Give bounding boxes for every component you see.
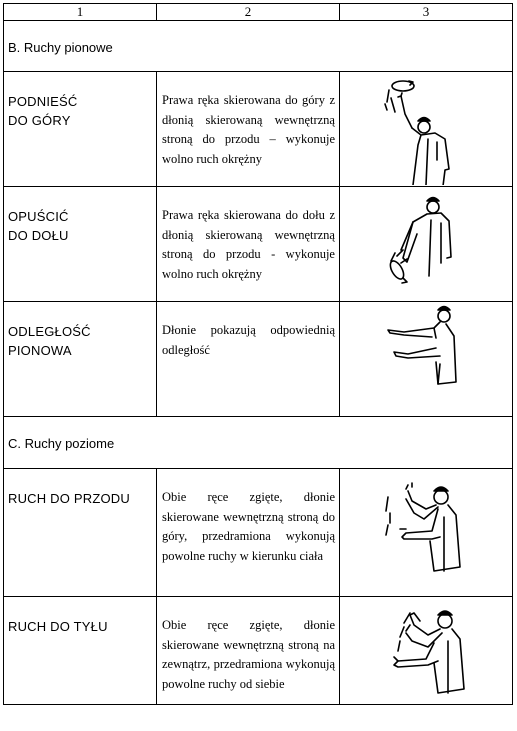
signal-raise-up-figure-icon bbox=[381, 72, 471, 185]
signal-description-cell bbox=[157, 187, 340, 302]
signal-picture-cell bbox=[340, 469, 513, 597]
table-row bbox=[4, 597, 513, 705]
signal-name-line2: PIONOWA bbox=[8, 343, 72, 358]
signal-name-cell bbox=[4, 187, 157, 302]
table-row bbox=[4, 72, 513, 187]
signal-description: Obie ręce zgięte, dłonie skierowane wewnętrzną stroną do góry, przedramiona wykonują powolne ruchy w kierunku ciała bbox=[162, 490, 335, 563]
signal-move-backward-figure-icon bbox=[376, 597, 476, 703]
column-header-2: 2 bbox=[157, 4, 340, 21]
signal-move-forward-figure-icon bbox=[376, 469, 476, 595]
signal-picture-cell bbox=[340, 72, 513, 187]
signal-name bbox=[4, 187, 156, 245]
signal-name-line2: DO GÓRY bbox=[8, 113, 71, 128]
section-row-horizontal bbox=[4, 417, 513, 469]
signal-picture-cell bbox=[340, 187, 513, 302]
table-row bbox=[4, 469, 513, 597]
section-row-vertical bbox=[4, 21, 513, 72]
signal-description-cell bbox=[157, 597, 340, 705]
signals-table bbox=[3, 3, 513, 705]
signal-description-cell bbox=[157, 302, 340, 417]
signal-description: Prawa ręka skierowana do dołu z dłonią skierowaną wewnętrzną stroną do przodu - wykonuje wolno ruch okrężny bbox=[162, 208, 335, 281]
signal-name-line1: OPUŚCIĆ bbox=[8, 209, 69, 224]
section-heading-horizontal: C. Ruchy poziome bbox=[8, 436, 115, 451]
section-heading-cell bbox=[4, 21, 513, 72]
signal-name-line1: PODNIEŚĆ bbox=[8, 94, 78, 109]
signal-description: Obie ręce zgięte, dłonie skierowane wewnętrzną stroną na zewnątrz, przedramiona wykonują powolne ruchy od siebie bbox=[162, 618, 335, 691]
signal-name-line2: DO DOŁU bbox=[8, 228, 69, 243]
signal-name bbox=[4, 72, 156, 130]
signal-name bbox=[4, 469, 156, 508]
signal-name bbox=[4, 302, 156, 360]
header-row bbox=[4, 4, 513, 21]
signal-description: Prawa ręka skierowana do góry z dłonią skierowaną wewnętrzną stroną do przodu – wykonuje wolno ruch okrężny bbox=[162, 93, 335, 166]
table-row bbox=[4, 187, 513, 302]
signal-name-cell bbox=[4, 597, 157, 705]
signal-picture-cell bbox=[340, 302, 513, 417]
signal-name bbox=[4, 597, 156, 636]
signal-description-cell bbox=[157, 72, 340, 187]
signal-name-cell bbox=[4, 302, 157, 417]
section-heading-cell bbox=[4, 417, 513, 469]
column-header-1: 1 bbox=[4, 4, 157, 21]
signal-lower-down-figure-icon bbox=[381, 187, 471, 300]
signal-name-line1: RUCH DO TYŁU bbox=[8, 619, 108, 634]
signal-name-cell bbox=[4, 469, 157, 597]
column-header-3: 3 bbox=[340, 4, 513, 21]
signal-description: Dłonie pokazują odpowiednią odległość bbox=[162, 323, 335, 357]
signal-description-cell bbox=[157, 469, 340, 597]
section-heading-vertical: B. Ruchy pionowe bbox=[8, 40, 113, 55]
signal-name-line1: RUCH DO PRZODU bbox=[8, 491, 130, 506]
signal-name-line1: ODLEGŁOŚĆ bbox=[8, 324, 91, 339]
signal-name-cell bbox=[4, 72, 157, 187]
signal-picture-cell bbox=[340, 597, 513, 705]
table-row bbox=[4, 302, 513, 417]
signal-vertical-distance-figure-icon bbox=[376, 302, 476, 415]
